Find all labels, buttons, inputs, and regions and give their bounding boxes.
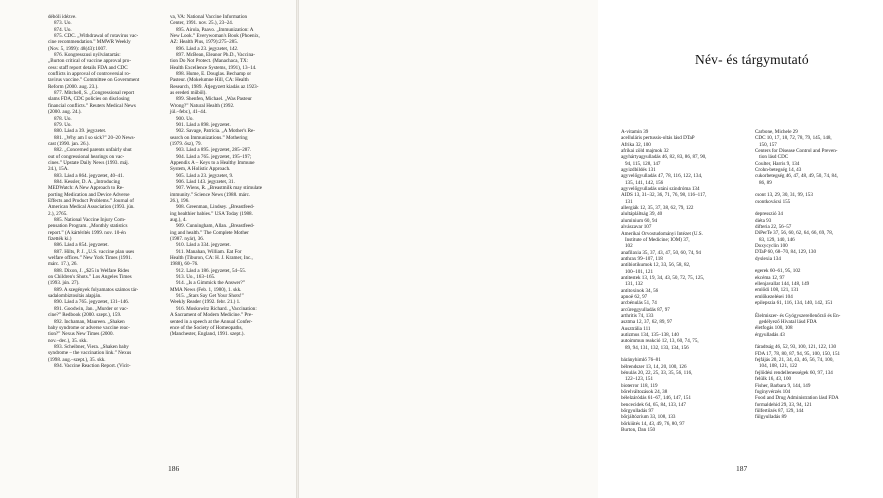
note-line: fizették ki.): [48, 236, 72, 243]
note-line: (2000. aug. 24.).: [48, 109, 82, 116]
index-entry: Afrika 32, 100: [621, 141, 651, 148]
note-line: 894. Vaccine Reaction Report. (Vicit-: [54, 362, 131, 369]
note-line: 913. Uo., 163–165.: [176, 274, 216, 281]
note-line: 889. A szegények folyamatos számos tár-: [54, 286, 139, 293]
note-line: 916. Moskowitz Richard. „Vaccination:: [176, 305, 257, 312]
index-entry: bénulás 20, 22, 25, 33, 35, 56, 116,: [621, 370, 693, 377]
note-line: Wrong?” Natural Health (1992.: [170, 102, 235, 109]
note-line: Appendix A – Keys to a Healthy Immune: [170, 159, 255, 166]
notes-column-2: [170, 14, 288, 338]
index-entry: Crohn-betegség 14, 43: [755, 167, 802, 174]
index-entry: anthrax 99–107, 118: [621, 255, 663, 262]
index-entry: Coulter, Harris 9, 134: [755, 160, 800, 167]
note-line: New Look.” Everywoman's Book (Phoenix,: [170, 33, 260, 40]
index-entry: antitoxinok 34, 56: [621, 287, 659, 294]
note-line: 915. „Stars Say Get Your Shots!”: [176, 293, 244, 300]
index-title: Név- és tárgymutató: [695, 52, 809, 67]
index-entry: 131, 132: [625, 281, 643, 288]
note-line: tion Do Not Protect. (Manachaca, TX:: [170, 58, 249, 65]
index-entry: emlőkezelései 104: [755, 293, 793, 300]
index-entry: felülk 16, 43, 100: [755, 376, 792, 383]
index-entry: difteria 22, 56–57: [755, 224, 792, 231]
note-line: Center, 1991. nov. 25.), 23–24.: [170, 20, 234, 27]
note-line: 900. Uo.: [176, 115, 194, 122]
index-entry: autizmus 134, 135–138, 140: [621, 332, 679, 338]
note-line: ing healthier babies.” USA Today (1988.: [170, 210, 253, 217]
index-entry: alultápláltság 39, 40: [621, 211, 663, 218]
index-entry: fejfájás 20, 21, 34, 43, 46, 56, 74, 100,: [755, 357, 834, 364]
note-line: Reform (2000. aug. 23.).: [48, 83, 99, 90]
right-page: [299, 0, 841, 498]
note-line: 905. Lásd a 23. jegyzetet, 9.: [176, 172, 234, 179]
index-entry: életfogás 100, 108: [755, 325, 793, 332]
note-line: Research, 1989. Átjegyzett kiadás az 1923-: [170, 83, 259, 90]
index-entry: 86, 89: [759, 179, 772, 186]
note-line: 903. Lásd a 895. jegyzetet, 285–287.: [176, 147, 252, 154]
index-entry: Amerikai Orvostudományi Intézet (U.S.: [621, 230, 703, 237]
note-line: (Nov. 5, 1999): 48(43):1007.: [48, 45, 107, 52]
index-entry: afrikai zöld majmok 32: [621, 148, 669, 155]
index-entry: Food and Drug Administration lásd FDA: [755, 395, 839, 402]
note-line: 884. Kessler, D. A. „Introducing: [54, 178, 121, 185]
index-entry: CDC 10, 17, 18, 72, 78, 79, 145, 148,: [755, 135, 832, 142]
note-line: márc. 17.), 26.: [48, 261, 78, 268]
note-line: 882. „Concerned parents unfairly shut: [54, 147, 132, 154]
note-line: sented in a speech at the Annual Confer-: [170, 318, 253, 325]
note-line: tavirus vaccine.” Committee on Government: [48, 77, 140, 84]
note-line: syndrome – the vaccination link.” Nexus: [48, 350, 132, 357]
note-line: 877. Mitchell, S. „Congressional report: [54, 90, 135, 97]
index-entry: arcüreggyulladás 87, 97: [621, 306, 670, 313]
note-line: 911. Manahan, William. Eat For: [176, 248, 242, 255]
index-entry: bőrelváltozások 24, 38: [621, 389, 668, 396]
index-entry: formaldehid 29, 33, 94, 121: [755, 401, 812, 408]
note-line: tion?” Nexus New Times (2000.: [48, 331, 114, 338]
note-line: 881. „Why am I so sick?” 20–20 News-: [54, 134, 136, 141]
page-number-right: 187: [736, 464, 748, 473]
note-line: financial conflicts.” Reuters Medical News: [48, 102, 136, 109]
index-entry: fáradtság 46, 52, 93, 100, 121, 122, 130: [755, 344, 837, 351]
index-entry: fülfertőzés 87, 129, 144: [755, 407, 804, 414]
note-line: aug.), 4.: [170, 217, 187, 223]
note-line: débóli idézve.: [48, 14, 77, 20]
index-entry: arthritis 74, 133: [621, 312, 654, 319]
note-line: System, A Holistic Approach.: [170, 166, 231, 173]
note-line: 906. Lásd 143. jegyzetet, 31.: [176, 178, 235, 185]
page-number-left: 186: [168, 464, 180, 473]
note-line: júl.–febr.), 41–44.: [170, 109, 207, 116]
note-line: 893. Scheibner, Viera. „Shaken baby: [54, 343, 129, 350]
index-entry: fejlődési rendellenességek 60, 97, 134: [755, 369, 833, 376]
note-line: A Sacrament of Modern Medicine.” Pre-: [170, 312, 253, 319]
index-entry: 104, 108, 121, 122: [759, 363, 798, 370]
note-line: 26.), 196.: [170, 197, 190, 204]
note-line: Health (Tiburon, CA: H. J. Kramer, Inc.,: [170, 255, 253, 262]
note-line: 890. Lásd a 765. jegyzetet, 131–146.: [54, 299, 130, 306]
note-line: 901. Lásd a 898. jegyzetet.: [176, 121, 231, 128]
index-entry: bőrgyulladás 97: [621, 408, 654, 415]
note-line: immunity.” Science News (1988. márc.: [170, 191, 251, 198]
index-entry: allergiák 12, 35, 37, 38, 62, 79, 122: [621, 205, 694, 212]
index-entry: bőrkiütés 14, 43, 49, 76, 80, 97: [621, 420, 685, 427]
note-line: 875. CDC. „Withdrawal of rotavirus vac-: [54, 33, 139, 40]
index-entry: 135, 141, 142, 156: [625, 179, 664, 186]
note-line: (1993. jún. 27).: [48, 280, 80, 287]
notes-column-1: [48, 14, 164, 369]
index-entry: asztma 12, 37, 62, 89, 97: [621, 319, 673, 326]
note-line: sadalombiztosítás alapján.: [48, 293, 102, 300]
index-entry: depresszió 34: [755, 211, 783, 218]
note-line: AZ: Health Plus, 1979):275–285.: [170, 39, 239, 46]
index-entry: antitestek 13, 19, 34, 43, 50, 72, 75, 125,: [621, 274, 705, 281]
index-entry: fülgyulladás 89: [755, 414, 787, 421]
note-line: Effects and Product Problems.” Journal of: [48, 197, 134, 204]
index-entry: autoimmun reakció 12, 13, 60, 74, 75,: [621, 338, 699, 345]
index-entry: Fisher, Barbara 9, 144, 149: [755, 382, 811, 389]
note-line: ing and health.” The Complete Mother: [170, 229, 249, 236]
index-entry: DiPerTe 37, 56, 60, 62, 64, 66, 69, 78,: [755, 230, 834, 237]
note-line: 886. Lásd a 854. jegyzetet.: [54, 242, 109, 249]
note-line: Pasteur. (Mokelumne Hill, CA: Health: [170, 77, 249, 84]
note-line: 883. Lásd a 864. jegyzetet, 40–41.: [54, 172, 125, 179]
index-entry: egerek 60–61, 95, 102: [755, 268, 801, 275]
index-entry: ekcéma 12, 97: [755, 274, 785, 281]
note-line: „Burton critical of vaccine approval pro-: [48, 58, 132, 65]
note-line: welfare offices.” New York Times (1991.: [48, 255, 132, 262]
index-entry: AIDS 13, 31–32, 36, 71, 76, 98, 116–117,: [621, 192, 707, 199]
index-entry: apnoë 62, 97: [621, 293, 648, 300]
note-line: 878. Uo.: [54, 115, 72, 122]
index-column-2: [755, 129, 883, 421]
index-entry: agyizdbildés 131: [621, 167, 656, 174]
index-entry: emlődi 108, 121, 131: [755, 287, 799, 294]
index-entry: antibiotikumok 12, 33, 56, 58, 82,: [621, 262, 691, 269]
index-entry: arcbénulás 51, 74: [621, 300, 657, 307]
note-line: 908. Greenman, Lindsey. „Breastfeed-: [176, 204, 255, 211]
index-entry: 83, 129, 140, 146: [759, 236, 795, 243]
note-line: 879. Uo.: [54, 121, 72, 128]
note-line: cine?” Redbook (2000. szept.), 159.: [48, 312, 122, 319]
note-line: 910. Lásd a 334. jegyzetet.: [176, 242, 231, 249]
index-entry: Centers for Disease Control and Preven-: [755, 148, 838, 155]
index-entry: 122–123, 151: [625, 376, 654, 383]
note-line: cine recommendation.” MMWR Weekly: [48, 39, 131, 46]
index-entry: Ausztrália 111: [621, 325, 651, 332]
note-line: 897. McBean, Eleanor Ph.D., Vaccina-: [176, 52, 255, 59]
note-line: 873. Uo.: [54, 20, 72, 27]
index-entry: agyvelőgyulladás 47, 78, 116, 122, 134,: [621, 173, 703, 180]
note-line: as eredeti műből).: [170, 90, 207, 97]
note-line: 912. Lásd a 186. jegyzetet, 54–55.: [176, 267, 247, 274]
index-entry: Institute of Medicine; IOM) 37,: [625, 236, 690, 243]
index-entry: FDA 17, 78, 80, 87, 94, 95, 100, 150, 151: [755, 350, 841, 357]
note-line: (1998. aug.–szept.), 35. skk.: [48, 356, 106, 363]
index-entry: acelluláris pertussis-oltás lásd DTaP: [621, 135, 695, 142]
note-line: 891. Goodwin, Jan. „Murder or vac-: [54, 305, 129, 312]
index-entry: anafilaxia 35, 37, 43, 47, 50, 60, 74, 94: [621, 249, 701, 256]
note-line: pensation Program. „Monthly statistics: [48, 223, 128, 230]
index-entry: érgyulladás 43: [755, 331, 785, 338]
note-line: 874. Uo.: [54, 26, 72, 33]
note-line: va, VA: National Vaccine Information: [170, 14, 248, 20]
index-entry: bőrjáltózrium 33, 108, 133: [621, 414, 676, 421]
index-entry: agyvelőgyulladás utáni szindróma 134: [621, 186, 700, 193]
note-line: (1987. nyár), 36.: [170, 236, 205, 243]
note-line: cast (1990. jan. 26.).: [48, 140, 90, 147]
note-line: 898. Hume, E. Douglas. Bechamp or: [176, 71, 252, 78]
index-entry: agyhártyagyulladás 46, 82, 83, 86, 87, 90,: [621, 154, 707, 161]
note-line: 895. Airola, Paavo. „Immunization: A: [176, 26, 254, 33]
note-line: 902. Savage, Patricia. „A Mother's Re-: [176, 128, 256, 135]
index-entry: 131: [625, 198, 633, 205]
note-line: 909. Cunningham, Allan. „Breastfeed-: [176, 223, 255, 230]
note-line: slams FDA, CDC policies on disclosing: [48, 96, 130, 103]
index-entry: 100–101, 121: [625, 268, 654, 275]
note-line: 24.), 15A.: [48, 166, 69, 173]
index-entry: 150, 157: [759, 141, 777, 148]
note-line: (1979. ősz), 79.: [170, 140, 202, 147]
note-line: cines.” Upstate Daily News (1993. máj.: [48, 159, 129, 166]
index-entry: 89, 94, 131, 132, 133, 134, 156: [625, 344, 689, 351]
index-entry: Doxycyclin 100: [755, 243, 788, 250]
index-entry: csont 13, 29, 30, 31, 99, 153: [755, 192, 813, 199]
note-line: 914. „Is a Gimmick the Answer?”: [176, 280, 246, 287]
index-entry: bioterror 118, 119: [621, 382, 658, 389]
index-entry: diéta 93: [755, 217, 772, 224]
index-entry: Élelmiszer- és Gyógyszerellenőrző és En-: [755, 312, 841, 319]
note-line: 1988), 60–76.: [170, 261, 199, 268]
note-line: 2.), 2765.: [48, 210, 68, 217]
note-line: 896. Lásd a 23. jegyzetet, 142.: [176, 45, 239, 52]
note-line: nov.–dec.), 35. skk.: [48, 337, 88, 344]
note-line: MEDWatch: A New Approach to Re-: [48, 185, 124, 192]
note-line: report.” (A kártérítés 1999. nov. 10-én: [48, 229, 126, 236]
note-line: cess: staff report details FDA and CDC: [48, 64, 128, 71]
index-entry: Carbone, Michele 29: [755, 129, 798, 135]
note-line: on Children's Shots.” Los Angeles Times: [48, 274, 132, 281]
note-line: out of congressional hearings on vac-: [48, 153, 125, 160]
note-line: 892. Inchaman, Maureen. „Shaken: [54, 318, 125, 325]
index-entry: epilepszia 61, 116, 134, 140, 142, 151: [755, 300, 833, 307]
index-entry: bárányhimlő 76–81: [621, 357, 661, 364]
index-entry: ellenjavallat 144, 148, 149: [755, 281, 810, 288]
index-entry: bencecidek 64, 65, 84, 133, 147: [621, 401, 686, 408]
index-entry: gedélyező Hivatal lásd FDA: [759, 319, 817, 326]
index-entry: 102: [625, 243, 633, 250]
note-line: conflicts in approval of controversial ro-: [48, 71, 131, 78]
note-line: 887. Hilts, P. J. „U.S. vaccine plan uses: [54, 248, 135, 255]
note-line: 876. Kongresszusi nyilvántartás:: [54, 52, 121, 59]
index-entry: A-vitamin 39: [621, 129, 649, 135]
note-line: American Medical Association (1993. jún.: [48, 204, 135, 211]
index-entry: alvászavar 107: [621, 224, 652, 231]
note-line: porting Medication and Device Adverse: [48, 191, 130, 198]
index-entry: bélelzáródás 61–67, 146, 147, 151: [621, 395, 692, 402]
note-line: 907. Wiens, R. „Breastmilk may stimulate: [176, 185, 262, 192]
index-entry: DTaP 60, 68–70, 84, 129, 130: [755, 249, 817, 256]
index-entry: fogínyvérzés 104: [755, 388, 791, 395]
note-line: MMA News (Feb. 1, 1980), 1. skk.: [170, 286, 242, 293]
left-page: [0, 0, 297, 498]
note-line: 885. National Vaccine Injury Com-: [54, 217, 126, 223]
note-line: 899. Shenfen, Michael. „Was Pasteur: [176, 96, 252, 103]
note-line: (Manchester, England, 1991. szept.).: [170, 331, 245, 338]
note-line: ence of the Society of Homeopaths,: [170, 324, 243, 331]
note-line: 880. Lásd a 39. jegyzetet.: [54, 128, 107, 135]
note-line: search on Immunizations.” Mothering: [170, 134, 248, 141]
index-column-1: [621, 129, 749, 433]
index-entry: tion lásd CDC: [759, 154, 789, 161]
note-line: 888. Dixon, J. „$25 in Welfare Rides: [54, 267, 130, 274]
note-line: Health Excellence Systems, 1991), 13–14.: [170, 64, 257, 71]
note-line: baby syndrome or adverse vaccine reac-: [48, 324, 130, 331]
note-line: Weekly Reader (1992. febr. 21.) 1.: [170, 299, 241, 306]
index-entry: csontkovácsi 155: [755, 198, 791, 205]
index-entry: Burton, Dan 150: [621, 427, 656, 434]
index-entry: bélrendszer 13, 14, 20, 100, 126: [621, 363, 687, 370]
index-entry: cukorbetegség 46, 47, 48, 49, 50, 74, 84,: [755, 173, 838, 180]
index-entry: dyslexia 134: [755, 255, 781, 262]
index-entry: 94, 115, 128, 147: [625, 160, 661, 167]
note-line: 904. Lásd a 765. jegyzetet, 195–197;: [176, 153, 252, 160]
index-entry: aluminium 60, 94: [621, 217, 658, 224]
